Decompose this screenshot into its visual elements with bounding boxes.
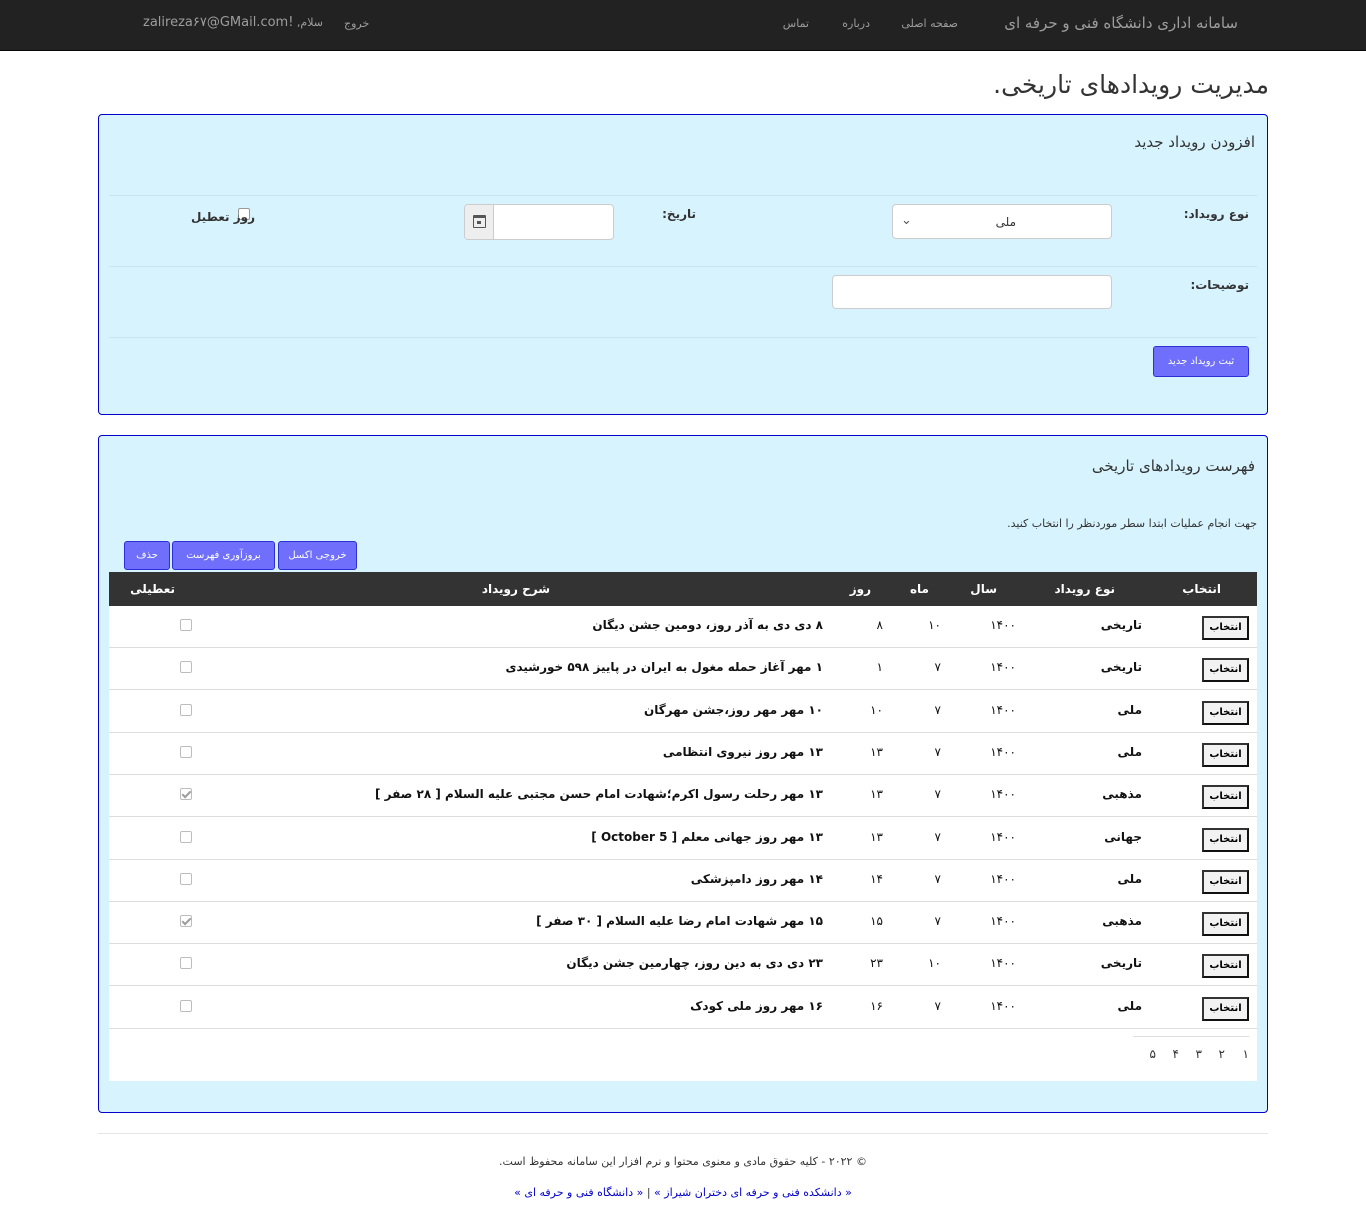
select-row-button[interactable]: انتخاب bbox=[1202, 701, 1249, 725]
cell-day: ۱ bbox=[876, 660, 883, 675]
select-row-button[interactable]: انتخاب bbox=[1202, 743, 1249, 767]
table-row[interactable] bbox=[109, 902, 1257, 944]
divider bbox=[109, 337, 1257, 338]
event-type-label: نوع رویداد: bbox=[1183, 207, 1249, 221]
event-list-panel bbox=[98, 435, 1268, 1113]
cell-description: ۱۰ مهر مهر روز،جشن مهرگان bbox=[643, 702, 823, 717]
cell-month: ۷ bbox=[934, 829, 941, 844]
page-link[interactable]: ۳ bbox=[1195, 1047, 1202, 1061]
cell-year: ۱۴۰۰ bbox=[990, 744, 1016, 759]
select-row-button[interactable]: انتخاب bbox=[1202, 997, 1249, 1021]
cell-month: ۱۰ bbox=[928, 618, 941, 632]
cell-year: ۱۴۰۰ bbox=[990, 998, 1016, 1013]
cell-type: ملی bbox=[1117, 744, 1142, 759]
cell-day: ۸ bbox=[876, 618, 883, 632]
holiday-checkbox-cell bbox=[180, 957, 192, 969]
table-row[interactable] bbox=[109, 691, 1257, 733]
select-row-button[interactable]: انتخاب bbox=[1202, 870, 1249, 894]
cell-year: ۱۴۰۰ bbox=[990, 914, 1016, 929]
holiday-checkbox-cell bbox=[180, 788, 192, 800]
holiday-checkbox-cell bbox=[180, 661, 192, 673]
col-year: سال bbox=[970, 582, 997, 596]
cell-month: ۷ bbox=[934, 914, 941, 929]
cell-day: ۱۶ bbox=[870, 998, 883, 1013]
cell-year: ۱۴۰۰ bbox=[990, 829, 1016, 844]
cell-description: ۱ مهر آغاز حمله مغول به ایران در پاییز ۵۹۸ خورشیدی bbox=[505, 660, 823, 675]
select-row-button[interactable]: انتخاب bbox=[1202, 658, 1249, 682]
table-row[interactable] bbox=[109, 648, 1257, 690]
cell-type: تاریخی bbox=[1100, 956, 1142, 971]
cell-month: ۷ bbox=[934, 787, 941, 802]
submit-event-button[interactable]: ثبت رویداد جدید bbox=[1153, 346, 1249, 377]
cell-year: ۱۴۰۰ bbox=[990, 956, 1016, 971]
holiday-checkbox-cell bbox=[180, 619, 192, 631]
cell-day: ۱۰ bbox=[870, 702, 883, 717]
page-title: مدیریت رویدادهای تاریخی. bbox=[993, 70, 1269, 99]
select-row-button[interactable]: انتخاب bbox=[1202, 912, 1249, 936]
cell-month: ۷ bbox=[934, 998, 941, 1013]
brand-title[interactable]: سامانه اداری دانشگاه فنی و حرفه ای bbox=[1004, 14, 1238, 32]
cell-year: ۱۴۰۰ bbox=[990, 660, 1016, 675]
user-greeting[interactable] bbox=[143, 15, 323, 30]
cell-description: ۲۳ دی دی به دین روز، چهارمین جشن دیگان bbox=[566, 956, 823, 971]
table-row[interactable] bbox=[109, 775, 1257, 817]
page-link[interactable]: ۴ bbox=[1172, 1047, 1179, 1061]
select-row-button[interactable]: انتخاب bbox=[1202, 785, 1249, 809]
date-label: تاریخ: bbox=[662, 207, 696, 221]
cell-month: ۷ bbox=[934, 702, 941, 717]
add-panel-title: افزودن رویداد جدید bbox=[1134, 133, 1255, 151]
list-panel-title: فهرست رویدادهای تاریخی bbox=[1091, 457, 1255, 475]
cell-description: ۱۵ مهر شهادت امام رضا علیه السلام [ ۳۰ صفر ] bbox=[536, 914, 823, 929]
events-table bbox=[109, 572, 1257, 1081]
divider bbox=[109, 266, 1257, 267]
copyright-text: © ۲۰۲۲ - کلیه حقوق مادی و معنوی محتوا و نرم افزار این سامانه محفوظ است. bbox=[499, 1155, 867, 1168]
cell-type: ملی bbox=[1117, 998, 1142, 1013]
holiday-checkbox-cell bbox=[180, 915, 192, 927]
footer-links bbox=[0, 1186, 1366, 1199]
divider bbox=[109, 195, 1257, 196]
calendar-icon bbox=[473, 215, 486, 228]
calendar-button[interactable] bbox=[465, 205, 494, 239]
cell-month: ۷ bbox=[934, 871, 941, 886]
col-holiday: تعطیلی bbox=[130, 582, 175, 596]
nav-about-link[interactable]: درباره bbox=[842, 17, 870, 30]
select-row-button[interactable]: انتخاب bbox=[1202, 828, 1249, 852]
holiday-label: روز تعطیل bbox=[190, 210, 255, 224]
cell-description: ۸ دی دی به آذر روز، دومین جشن دیگان bbox=[592, 618, 823, 632]
table-row[interactable] bbox=[109, 860, 1257, 902]
holiday-checkbox-cell bbox=[180, 704, 192, 716]
col-description: شرح رویداد bbox=[481, 582, 550, 596]
holiday-checkbox-cell bbox=[180, 873, 192, 885]
cell-type: مذهبی bbox=[1102, 787, 1142, 802]
holiday-checkbox-cell bbox=[180, 746, 192, 758]
cell-day: ۱۵ bbox=[870, 914, 883, 929]
col-month: ماه bbox=[909, 582, 929, 596]
cell-type: تاریخی bbox=[1100, 660, 1142, 675]
selection-hint: جهت انجام عملیات ابتدا سطر موردنظر را انتخاب کنید. bbox=[1007, 517, 1257, 530]
select-row-button[interactable]: انتخاب bbox=[1202, 616, 1249, 640]
cell-year: ۱۴۰۰ bbox=[990, 618, 1016, 632]
table-row[interactable] bbox=[109, 987, 1257, 1029]
cell-day: ۱۳ bbox=[870, 829, 883, 844]
logout-link[interactable]: خروج bbox=[344, 17, 370, 30]
description-input[interactable] bbox=[832, 275, 1112, 309]
cell-type: ملی bbox=[1117, 871, 1142, 886]
table-row[interactable] bbox=[109, 818, 1257, 860]
event-type-select[interactable] bbox=[892, 204, 1112, 239]
pagination bbox=[1133, 1036, 1249, 1066]
cell-type: جهانی bbox=[1104, 829, 1142, 844]
col-select: انتخاب bbox=[1182, 582, 1221, 596]
cell-day: ۱۳ bbox=[870, 787, 883, 802]
cell-description: ۱۳ مهر روز جهانی معلم [ 5 October ] bbox=[591, 829, 823, 844]
cell-type: تاریخی bbox=[1100, 618, 1142, 632]
top-navbar bbox=[0, 0, 1366, 51]
col-type: نوع رویداد bbox=[1054, 582, 1115, 596]
chevron-down-icon: ⌄ bbox=[901, 213, 912, 228]
cell-description: ۱۶ مهر روز ملی کودک bbox=[690, 998, 823, 1013]
nav-home-link[interactable]: صفحه اصلی bbox=[901, 17, 958, 30]
footer-link-university[interactable]: « دانشگاه فنی و حرفه ای » bbox=[514, 1186, 644, 1199]
cell-year: ۱۴۰۰ bbox=[990, 702, 1016, 717]
delete-button[interactable]: حذف bbox=[124, 541, 170, 570]
event-type-value: ملی bbox=[995, 215, 1016, 229]
cell-description: ۱۳ مهر روز نیروی انتظامی bbox=[662, 744, 823, 759]
excel-export-button[interactable]: خروجی اکسل bbox=[278, 541, 357, 570]
cell-year: ۱۴۰۰ bbox=[990, 871, 1016, 886]
cell-type: ملی bbox=[1117, 702, 1142, 717]
user-email: zalireza۶۷@GMail.com! bbox=[143, 15, 294, 30]
cell-month: ۷ bbox=[934, 660, 941, 675]
date-input[interactable] bbox=[464, 204, 614, 240]
cell-day: ۱۴ bbox=[870, 871, 883, 886]
footer-divider bbox=[98, 1133, 1268, 1134]
footer-link-shiraz[interactable]: « دانشکده فنی و حرفه ای دختران شیراز » bbox=[654, 1186, 852, 1199]
refresh-list-button[interactable]: بروزآوری فهرست bbox=[172, 541, 275, 570]
col-day: روز bbox=[849, 582, 871, 596]
page-link[interactable]: ۱ bbox=[1242, 1047, 1249, 1061]
page-link[interactable]: ۲ bbox=[1218, 1047, 1225, 1061]
cell-month: ۱۰ bbox=[928, 956, 941, 971]
cell-type: مذهبی bbox=[1102, 914, 1142, 929]
table-header bbox=[109, 572, 1257, 606]
add-event-panel bbox=[98, 114, 1268, 415]
cell-year: ۱۴۰۰ bbox=[990, 787, 1016, 802]
footer-separator: | bbox=[643, 1186, 655, 1199]
select-row-button[interactable]: انتخاب bbox=[1202, 954, 1249, 978]
page-link[interactable]: ۵ bbox=[1149, 1047, 1156, 1061]
holiday-checkbox-cell bbox=[180, 1000, 192, 1012]
table-row[interactable] bbox=[109, 944, 1257, 986]
nav-contact-link[interactable]: تماس bbox=[782, 17, 809, 30]
cell-description: ۱۳ مهر رحلت رسول اکرم؛شهادت امام حسن مجتبی علیه السلام [ ۲۸ صفر ] bbox=[374, 787, 823, 802]
cell-month: ۷ bbox=[934, 744, 941, 759]
holiday-checkbox-cell bbox=[180, 831, 192, 843]
cell-day: ۱۳ bbox=[870, 744, 883, 759]
cell-description: ۱۴ مهر روز دامپزشکی bbox=[690, 871, 823, 886]
description-label: توضیحات: bbox=[1190, 278, 1249, 292]
table-row[interactable] bbox=[109, 733, 1257, 775]
cell-day: ۲۳ bbox=[870, 956, 883, 971]
table-row[interactable] bbox=[109, 606, 1257, 648]
greeting-text: سلام, bbox=[296, 16, 324, 29]
